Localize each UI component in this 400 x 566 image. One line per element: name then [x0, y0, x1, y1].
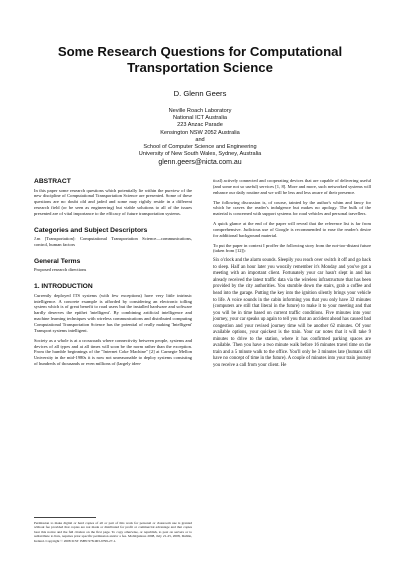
general-terms-text: Proposed research directions: [34, 267, 87, 273]
author-affiliation: [40, 108, 360, 167]
future-story-quote: Six o'clock and the alarm sounds. Sleepily you reach over switch it off and go back to sleep. Half an hour later you woozily remember it's Monday and you've got a meeting with an important client. Fortunately your car hasn't slept in and has already received the latest traffic data via the wireless infrastructure that has been provided by the city authorities. You stumble down the stairs, grab a coffee and head into the garage. Putting the key into the ignition silently brings your vehicle to life. A voice sounds in the cabin informing you that you only have 32 minutes (computers are still that literal in the future) to make it to your meeting and that you will be in time based on current traffic conditions. Five minutes into your journey, your car speaks up again to tell you that an accident ahead has caused bad congestion and your revised journey time will be another 62 minutes. Of your available options, your quickest is the train. Your car notes that it will take 9 minutes to drive to the station, where it has confirmed parking spaces are available. Then you have a two minute walk before 16 minutes travel time on the train and a 5 minute walk to the office. You'll only be 3 minutes late (humans still have no concept of time in the future). A couple of minutes into your train journey you receive a call from your client. He: [213, 258, 372, 369]
author-email[interactable]: glenn.geers@nicta.com.au: [158, 159, 242, 167]
affiliation-line: Kensington NSW 2052 Australia: [160, 129, 240, 136]
introduction-paragraph: Society as a whole is at a crossroads where connectivity between people, systems and devices of all types and at all times will soon be the norm rather than the exception. From the humble beginnings of the "Internet Coke Machine" [2] at Carnegie Mellon University in the mid-1980s it is now not unreasonable to deploy systems consisting of hundreds of thousands or even millions of (largely iden-: [34, 337, 192, 367]
abstract-heading: ABSTRACT: [34, 178, 71, 185]
categories-text: J.m [Transportation]: Computational Transportation Science—communications, control, human factors: [34, 236, 192, 248]
right-column: [213, 178, 371, 374]
affiliation-line: Neville Roach Laboratory: [168, 108, 232, 114]
paper-title: Some Research Questions for Computational Transportation Science: [57, 44, 343, 75]
introduction-heading: 1. INTRODUCTION: [34, 283, 93, 291]
body-paragraph: A quick glance at the end of the paper will reveal that the reference list is far from comprehensive. Judicious use of Google is recommended to ease the reader's desire for additional background material.: [213, 221, 371, 238]
categories-heading: Categories and Subject Descriptors: [34, 226, 148, 234]
footnote-rule: [34, 517, 96, 518]
body-paragraph: The following discussion is, of course, tainted by the author's whim and fancy for which he craves the reader's indulgence but makes no apology. The bulk of the material is concerned with support systems for road vehicles and personal travellers.: [213, 199, 371, 217]
permission-notice: Permission to make digital or hard copies of all or part of this work for personal or classroom use is granted without fee provided that copies are not made or distributed for profit or commercial advantage and that copies bear this notice and the full citation on the first page. To copy otherwise, or republish, to post on servers or to redistribute to lists, requires prior specific permission and/or a fee. MobiQuitous 2008, July 21-25, 2008, Dublin, Ireland. Copyright © 2008 ICST ISBN 978-963-9799-27-1.: [34, 521, 192, 543]
affiliation-line: School of Computer Science and Engineering: [143, 144, 257, 151]
affiliation-line: University of New South Wales, Sydney, Australia: [138, 151, 262, 158]
introduction-paragraph: Currently deployed ITS systems (with few exceptions) have very little intrinsic intelligence. A concrete example is afforded by considering an electronic tolling system which is of great benefit to road users but the installed hardware and software hardly deserves the epithet 'intelligent'. By combining artificial intelligence and machine learning techniques with wireless communications and distributed computing Computational Transportation Science has the potential of really making 'Intelligent' Transport systems intelligent.: [34, 292, 192, 333]
affiliation-line: 223 Anzac Parade: [177, 122, 223, 129]
body-paragraph: To put the paper in context I proffer the following story from the not-too-distant future (taken from [12]):: [213, 242, 371, 254]
body-paragraph: tical) actively connected and cooperating devices that are capable of delivering useful (and some not so useful) services [1, 8]. More and more, such networked systems will enhance our daily routine and we will be less and less aware of their presence.: [213, 178, 371, 195]
general-terms-heading: General Terms: [34, 257, 81, 265]
affiliation-line: National ICT Australia: [173, 115, 227, 122]
abstract-text: In this paper some research questions which potentially lie within the purview of the new discipline of Computational Transportation Science are presented. Some of these questions are no doubt old and jaded and some may rightly reside in a different research field (or be seen as engineering) but viable solutions to all of the issues presented are of vital importance to the efficacy of future transportation systems.: [34, 187, 192, 216]
author-name: D. Glenn Geers: [173, 89, 227, 98]
left-column: [34, 178, 192, 371]
affiliation-line: and: [195, 136, 205, 143]
